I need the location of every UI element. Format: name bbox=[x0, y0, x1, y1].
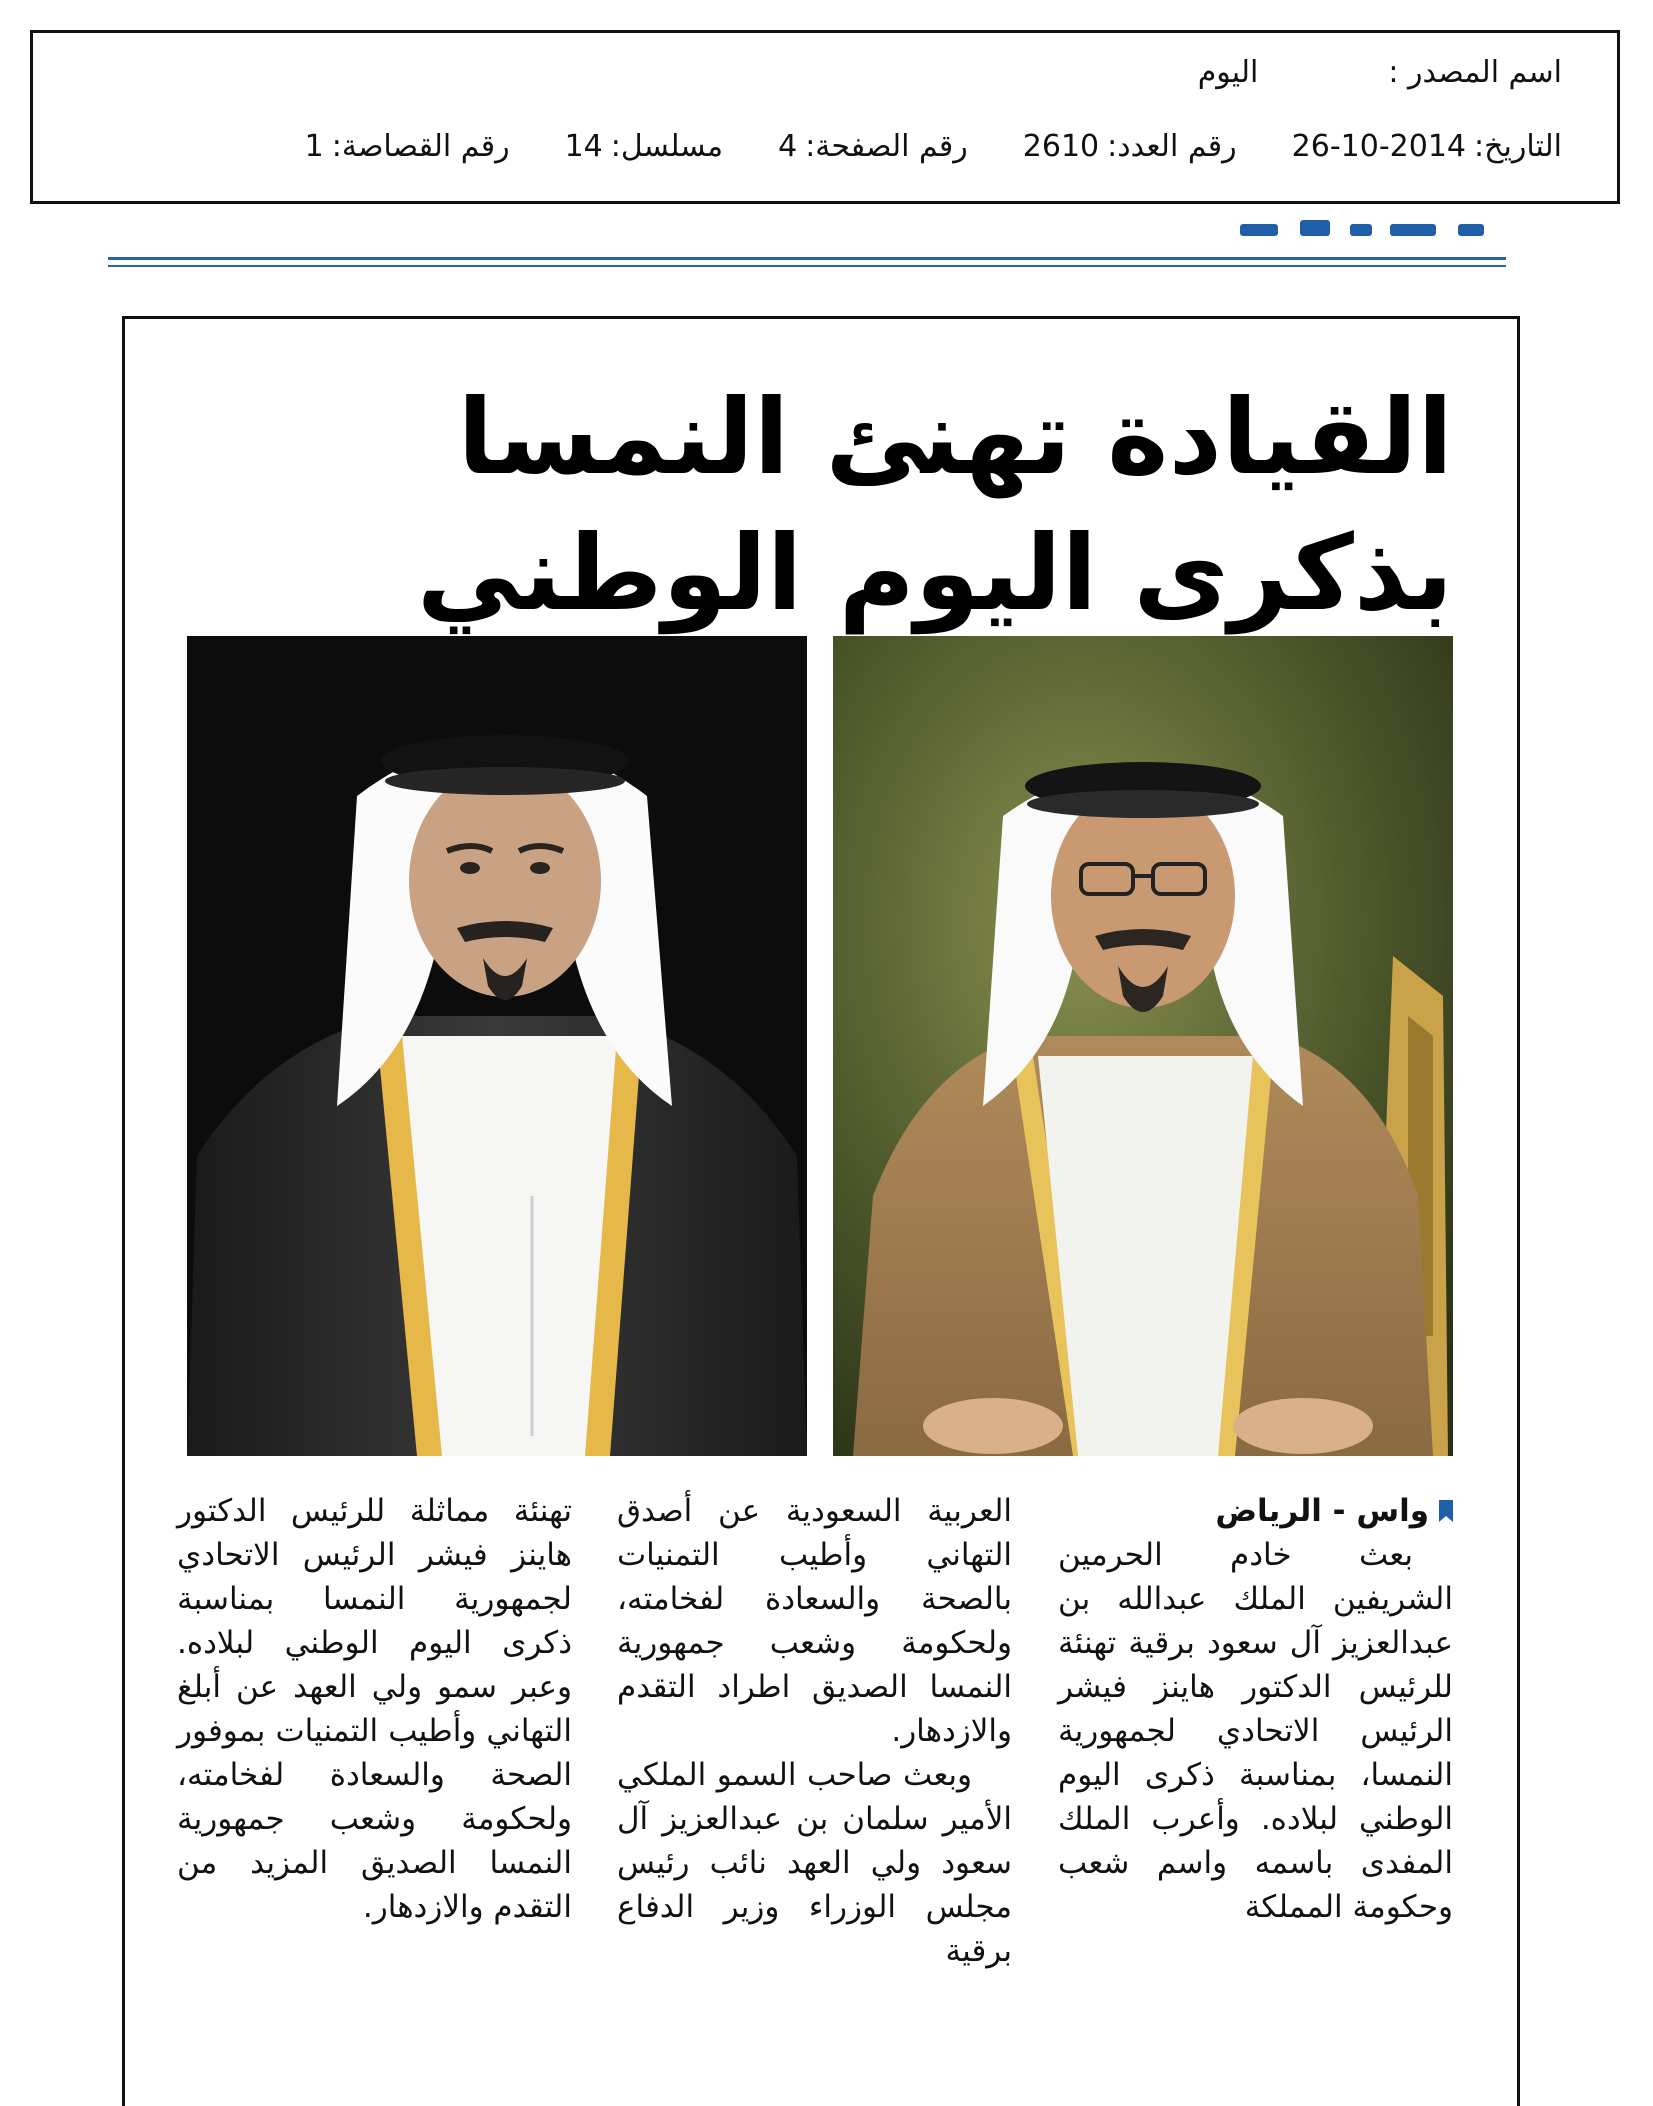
clip-value: 1 bbox=[304, 129, 324, 164]
column-3-paragraph: تهنئة مماثلة للرئيس الدكتور هاينز فيشر الرئيس الاتحادي لجمهورية النمسا بمناسبة ذكرى اليوم الوطني لبلاده. وعبر سمو ولي العهد عن أبلغ التهاني وأطيب التمنيات بموفور الصحة والسعادة لفخامته، ولحكومة وشعب جمهورية النمسا الصديق المزيد من التقدم والازدهار. bbox=[177, 1493, 572, 1925]
column-1-paragraph: بعث خادم الحرمين الشريفين الملك عبدالله بن عبدالعزيز آل سعود برقية تهنئة للرئيس الدكتور هاينز فيشر الرئيس الاتحادي لجمهورية النمسا، بمناسبة ذكرى اليوم الوطني لبلاده. وأعرب الملك المفدى باسمه واسم شعب وحكومة المملكة bbox=[1058, 1537, 1453, 1925]
article-column-2 bbox=[617, 1489, 1012, 1973]
portrait-photo-right bbox=[833, 636, 1453, 1456]
date-value: 2014-10-26 bbox=[1291, 129, 1467, 164]
byline-text: واس - الرياض bbox=[1215, 1493, 1429, 1529]
article-column-3 bbox=[177, 1489, 572, 1929]
date-label: التاريخ: bbox=[1474, 129, 1562, 164]
serial-value: 14 bbox=[564, 129, 603, 164]
source-value: اليوم bbox=[1197, 55, 1259, 90]
page-value: 4 bbox=[778, 129, 798, 164]
date-field bbox=[1292, 129, 1562, 164]
serial-field bbox=[565, 129, 724, 164]
article-frame bbox=[122, 316, 1520, 2106]
article-byline bbox=[1058, 1489, 1453, 1533]
page-field bbox=[778, 129, 968, 164]
source-row bbox=[88, 55, 1562, 90]
page-label: رقم الصفحة: bbox=[805, 129, 968, 164]
column-2-paragraph-2: وبعث صاحب السمو الملكي الأمير سلمان بن عبدالعزيز آل سعود ولي العهد نائب رئيس مجلس الوزراء وزير الدفاع برقية bbox=[617, 1757, 1012, 1969]
portrait-photo-left bbox=[187, 636, 807, 1456]
header-rule-top bbox=[108, 257, 1506, 260]
serial-label: مسلسل: bbox=[610, 129, 724, 164]
column-2-paragraph-1: العربية السعودية عن أصدق التهاني وأطيب التمنيات بالصحة والسعادة لفخامته، ولحكومة وشعب جمهورية النمسا الصديق اطراد التقدم والازدهار. bbox=[617, 1493, 1012, 1749]
issue-field bbox=[1023, 129, 1237, 164]
clip-label: رقم القصاصة: bbox=[331, 129, 510, 164]
article-column-1 bbox=[1058, 1533, 1453, 1929]
source-label: اسم المصدر : bbox=[1388, 55, 1562, 90]
clipping-metadata-box bbox=[30, 30, 1620, 204]
bookmark-icon bbox=[1439, 1500, 1453, 1522]
masthead-remnant bbox=[1230, 220, 1490, 242]
issue-label: رقم العدد: bbox=[1107, 129, 1237, 164]
clip-field bbox=[305, 129, 510, 164]
issue-value: 2610 bbox=[1022, 129, 1100, 164]
details-row bbox=[88, 129, 1562, 164]
header-rule-bottom bbox=[108, 265, 1506, 267]
article-headline: القيادة تهنئ النمسا بذكرى اليوم الوطني bbox=[416, 376, 1453, 634]
